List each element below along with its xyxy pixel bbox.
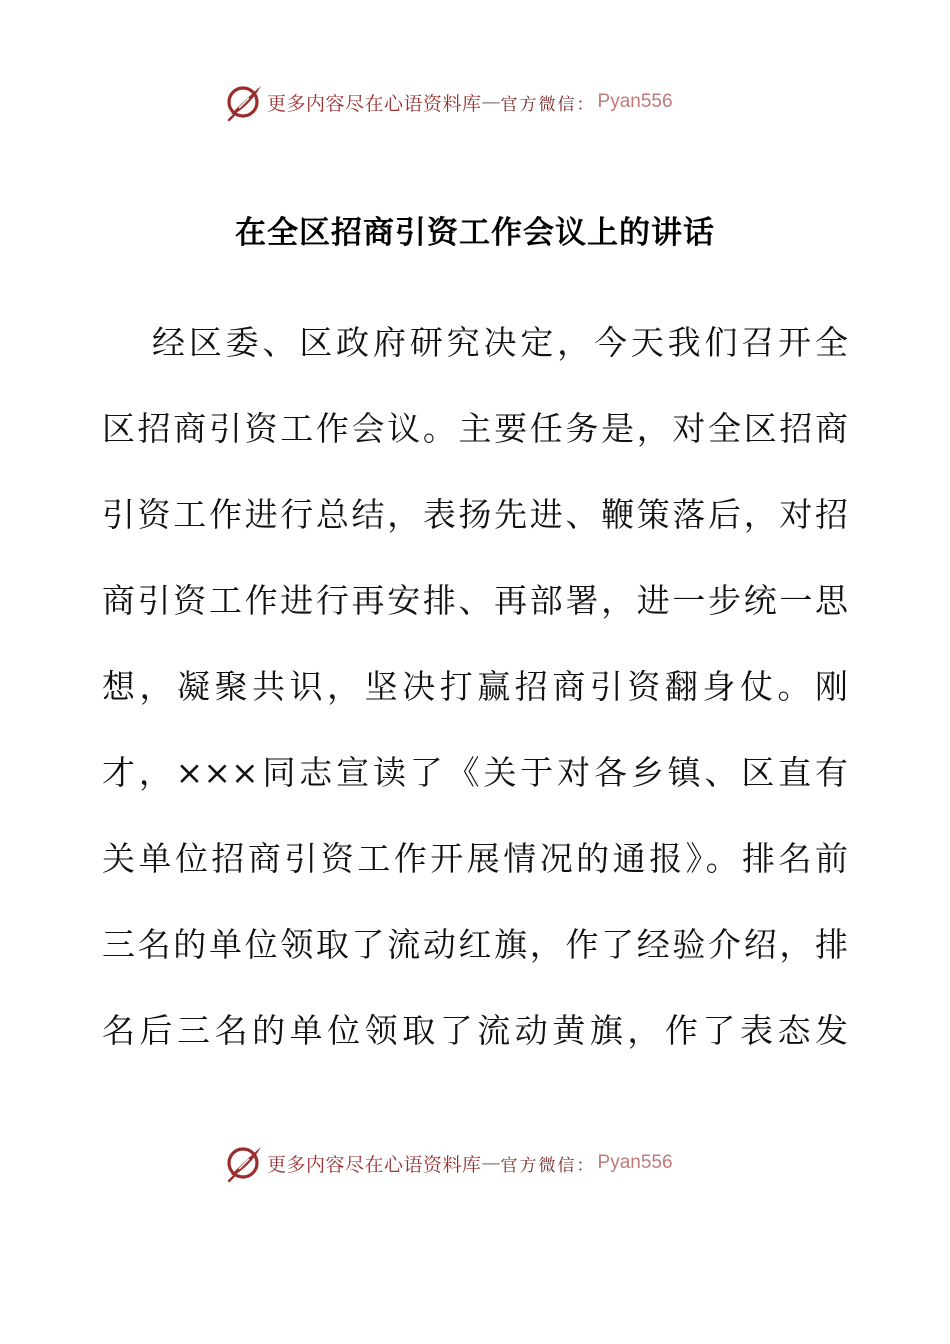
watermark-wechat-label: 官方微信： [500,1155,596,1176]
quill-pen-logo-icon [225,82,265,122]
watermark-wechat-label: 官方微信： [500,94,596,115]
footer-watermark [225,1143,673,1183]
quill-pen-logo-icon [225,1143,265,1183]
watermark-text: 更多内容尽在心语资料库 [267,1153,482,1176]
watermark-separator: — [481,1152,501,1174]
watermark-text: 更多内容尽在心语资料库 [267,92,482,115]
body-line: 名后三名的单位领取了流动黄旗，作了表态发 [102,1011,848,1050]
body-line: 想，凝聚共识，坚决打赢招商引资翻身仗。刚 [102,667,848,706]
header-watermark [225,82,673,122]
body-line: 商引资工作进行再安排、再部署，进一步统一思 [102,581,848,620]
body-line: 才，×××同志宣读了《关于对各乡镇、区直有 [102,753,848,792]
watermark-wechat-id: Pyan556 [597,91,673,112]
document-title: 在全区招商引资工作会议上的讲话 [235,215,715,251]
body-line: 区招商引资工作会议。主要任务是，对全区招商 [102,409,848,448]
body-line: 经区委、区政府研究决定，今天我们召开全 [152,323,848,362]
body-line: 三名的单位领取了流动红旗，作了经验介绍，排 [102,925,848,964]
watermark-separator: — [481,91,501,113]
body-line: 引资工作进行总结，表扬先进、鞭策落后，对招 [102,495,848,534]
body-line: 关单位招商引资工作开展情况的通报》。排名前 [102,839,848,878]
watermark-wechat-id: Pyan556 [597,1152,673,1173]
